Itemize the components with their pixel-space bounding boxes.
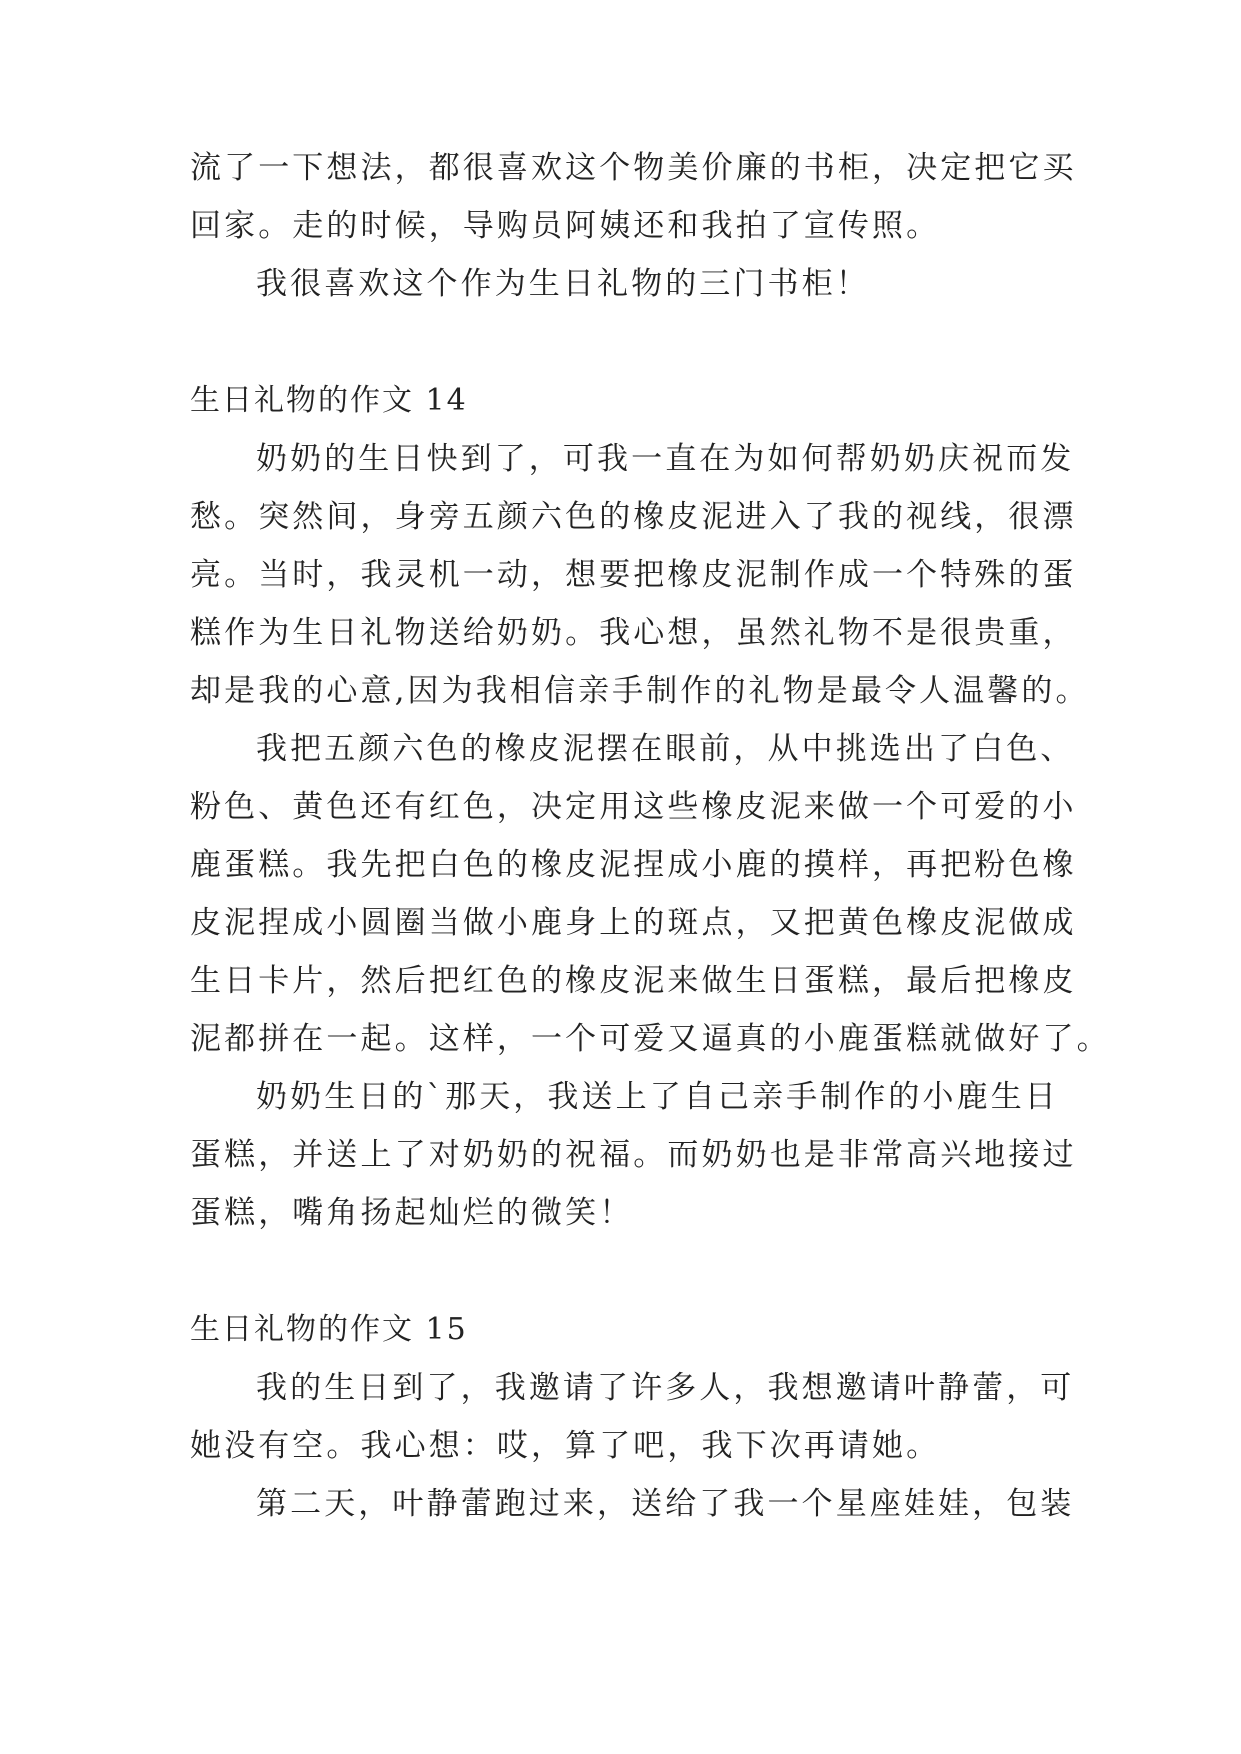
paragraph-line: 我很喜欢这个作为生日礼物的三门书柜！: [256, 266, 870, 302]
paragraph-line: 奶奶的生日快到了，可我一直在为如何帮奶奶庆祝而发: [256, 441, 1075, 477]
paragraph-line: 糕作为生日礼物送给奶奶。我心想，虽然礼物不是很贵重，: [190, 615, 1077, 651]
paragraph-line: 奶奶生日的`那天，我送上了自己亲手制作的小鹿生日: [256, 1079, 1059, 1115]
paragraph-line: 愁。突然间，身旁五颜六色的橡皮泥进入了我的视线，很漂: [190, 499, 1077, 535]
paragraph-line: 流了一下想法，都很喜欢这个物美价廉的书柜，决定把它买: [190, 150, 1077, 186]
paragraph-line: 我的生日到了，我邀请了许多人，我想邀请叶静蕾，可: [256, 1370, 1075, 1406]
paragraph-line: 蛋糕，并送上了对奶奶的祝福。而奶奶也是非常高兴地接过: [190, 1137, 1077, 1173]
paragraph-line: 她没有空。我心想：哎，算了吧，我下次再请她。: [190, 1428, 941, 1464]
paragraph-line: 鹿蛋糕。我先把白色的橡皮泥捏成小鹿的摸样，再把粉色橡: [190, 847, 1077, 883]
paragraph-line: 我把五颜六色的橡皮泥摆在眼前，从中挑选出了白色、: [256, 731, 1075, 767]
paragraph-line: 皮泥捏成小圆圈当做小鹿身上的斑点，又把黄色橡皮泥做成: [190, 905, 1077, 941]
paragraph-line: 第二天，叶静蕾跑过来，送给了我一个星座娃娃，包装: [256, 1486, 1075, 1522]
paragraph-line: 回家。走的时候，导购员阿姨还和我拍了宣传照。: [190, 208, 941, 244]
paragraph-line: 却是我的心意,因为我相信亲手制作的礼物是最令人温馨的。: [190, 673, 1090, 709]
paragraph-line: 亮。当时，我灵机一动，想要把橡皮泥制作成一个特殊的蛋: [190, 557, 1077, 593]
essay-14-title: 生日礼物的作文 14: [190, 383, 468, 418]
paragraph-line: 生日卡片，然后把红色的橡皮泥来做生日蛋糕，最后把橡皮: [190, 963, 1077, 999]
paragraph-line: 泥都拼在一起。这样，一个可爱又逼真的小鹿蛋糕就做好了。: [190, 1021, 1111, 1057]
paragraph-line: 蛋糕，嘴角扬起灿烂的微笑！: [190, 1195, 634, 1231]
paragraph-line: 粉色、黄色还有红色，决定用这些橡皮泥来做一个可爱的小: [190, 789, 1077, 825]
essay-15-title: 生日礼物的作文 15: [190, 1312, 468, 1347]
